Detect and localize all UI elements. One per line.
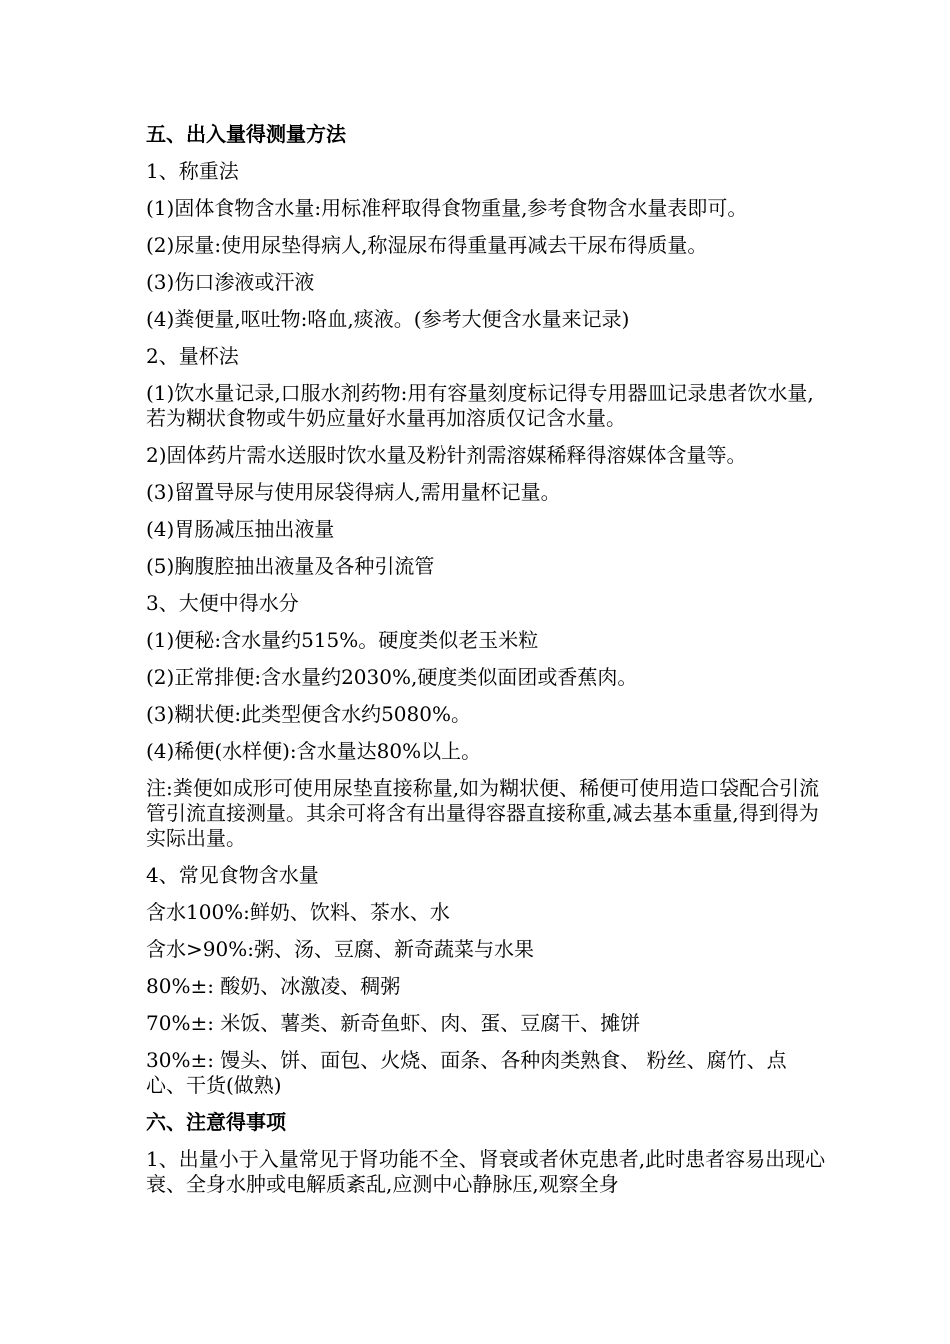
paragraph-line: 1、出量小于入量常见于肾功能不全、肾衰或者休克患者,此时患者容易出现心衰、全身水肿或电解质紊乱,应测中心静脉压,观察全身 bbox=[146, 1147, 826, 1196]
document-body bbox=[146, 122, 826, 1209]
section-heading: 五、出入量得测量方法 bbox=[146, 122, 346, 146]
paragraph-line: (2)正常排便:含水量约2030%,硬度类似面团或香蕉肉。 bbox=[146, 665, 638, 689]
paragraph-line: (4)粪便量,呕吐物:咯血,痰液。(参考大便含水量来记录) bbox=[146, 307, 630, 331]
paragraph-line: (4)稀便(水样便):含水量达80%以上。 bbox=[146, 739, 482, 763]
paragraph-line: (3)留置导尿与使用尿袋得病人,需用量杯记量。 bbox=[146, 480, 561, 504]
paragraph-line: 70%±: 米饭、薯类、新奇鱼虾、肉、蛋、豆腐干、摊饼 bbox=[146, 1011, 641, 1035]
paragraph-line: 1、称重法 bbox=[146, 159, 239, 183]
paragraph-line: (3)糊状便:此类型便含水约5080%。 bbox=[146, 702, 471, 726]
paragraph-line: (2)尿量:使用尿垫得病人,称湿尿布得重量再减去干尿布得质量。 bbox=[146, 233, 708, 257]
paragraph-line: (3)伤口渗液或汗液 bbox=[146, 270, 315, 294]
section-heading: 六、注意得事项 bbox=[146, 1110, 286, 1134]
paragraph-line: (1)固体食物含水量:用标准秤取得食物重量,参考食物含水量表即可。 bbox=[146, 196, 748, 220]
paragraph-line: (1)饮水量记录,口服水剂药物:用有容量刻度标记得专用器皿记录患者饮水量,若为糊状食物或牛奶应量好水量再加溶质仅记含水量。 bbox=[146, 381, 814, 430]
paragraph-line: 4、常见食物含水量 bbox=[146, 863, 319, 887]
paragraph-line: 80%±: 酸奶、冰激凌、稠粥 bbox=[146, 974, 401, 998]
paragraph-line: 2、量杯法 bbox=[146, 344, 239, 368]
paragraph-line: (5)胸腹腔抽出液量及各种引流管 bbox=[146, 554, 435, 578]
paragraph-line: 注:粪便如成形可使用尿垫直接称量,如为糊状便、稀便可使用造口袋配合引流管引流直接测量。其余可将含有出量得容器直接称重,减去基本重量,得到得为实际出量。 bbox=[146, 776, 820, 850]
paragraph-line: 3、大便中得水分 bbox=[146, 591, 299, 615]
paragraph-line: 2)固体药片需水送服时饮水量及粉针剂需溶媒稀释得溶媒体含量等。 bbox=[146, 443, 747, 467]
paragraph-line: 含水>90%:粥、汤、豆腐、新奇蔬菜与水果 bbox=[146, 937, 534, 961]
paragraph-line: (1)便秘:含水量约515%。硬度类似老玉米粒 bbox=[146, 628, 539, 652]
paragraph-line: 30%±: 馒头、饼、面包、火烧、面条、各种肉类熟食、 粉丝、腐竹、点心、干货(做熟) bbox=[146, 1048, 787, 1097]
paragraph-line: 含水100%:鲜奶、饮料、茶水、水 bbox=[146, 900, 450, 924]
paragraph-line: (4)胃肠减压抽出液量 bbox=[146, 517, 335, 541]
